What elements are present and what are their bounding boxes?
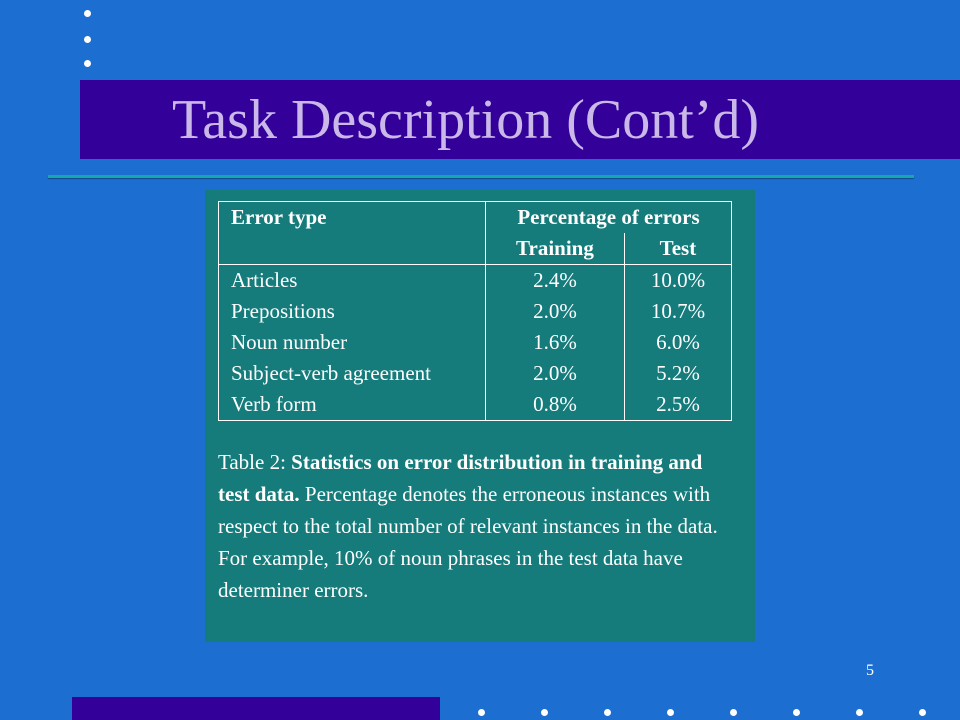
header-percentage: Percentage of errors — [486, 202, 732, 234]
row-test-value: 10.7% — [624, 296, 731, 327]
row-test-value: 2.5% — [624, 389, 731, 421]
bullet-dot — [604, 709, 611, 716]
bullet-dot — [84, 36, 91, 43]
header-training: Training — [486, 233, 625, 265]
row-test-value: 5.2% — [624, 358, 731, 389]
bullet-dot — [84, 60, 91, 67]
row-training-value: 2.0% — [486, 358, 625, 389]
row-error-type: Prepositions — [219, 296, 486, 327]
bullet-dot — [856, 709, 863, 716]
header-error-type: Error type — [219, 202, 486, 234]
caption-bold-text: Statistics on error distribution in training and test data. — [218, 450, 703, 506]
row-test-value: 6.0% — [624, 327, 731, 358]
bullet-dot — [730, 709, 737, 716]
row-error-type: Articles — [219, 265, 486, 297]
row-test-value: 10.0% — [624, 265, 731, 297]
bullet-dot — [667, 709, 674, 716]
row-training-value: 0.8% — [486, 389, 625, 421]
header-test: Test — [624, 233, 731, 265]
caption-label: Table 2: — [218, 450, 286, 474]
bullet-dot — [793, 709, 800, 716]
table-row — [219, 265, 732, 297]
footer-bar — [72, 697, 440, 720]
table-caption — [218, 446, 732, 606]
decorative-dots-top — [84, 10, 94, 70]
bullet-dot — [919, 709, 926, 716]
caption-body-text: Percentage denotes the erroneous instances with respect to the total number of relevant instances in the data. For example, 10% of noun phrases in the test data have determiner errors. — [218, 482, 718, 602]
error-statistics-table — [218, 201, 732, 421]
bullet-dot — [478, 709, 485, 716]
table-row — [219, 327, 732, 358]
row-training-value: 1.6% — [486, 327, 625, 358]
page-number: 5 — [866, 662, 874, 679]
bullet-dot — [541, 709, 548, 716]
table-image-panel — [205, 190, 755, 642]
bullet-dot — [84, 10, 91, 17]
header-empty-cell — [219, 233, 486, 265]
row-training-value: 2.4% — [486, 265, 625, 297]
table-row — [219, 389, 732, 421]
table-header-row — [219, 202, 732, 234]
table-row — [219, 296, 732, 327]
row-training-value: 2.0% — [486, 296, 625, 327]
row-error-type: Subject-verb agreement — [219, 358, 486, 389]
table-subheader-row — [219, 233, 732, 265]
title-divider — [48, 175, 914, 178]
row-error-type: Noun number — [219, 327, 486, 358]
row-error-type: Verb form — [219, 389, 486, 421]
slide-title: Task Description (Cont’d) — [172, 89, 760, 151]
table-row — [219, 358, 732, 389]
